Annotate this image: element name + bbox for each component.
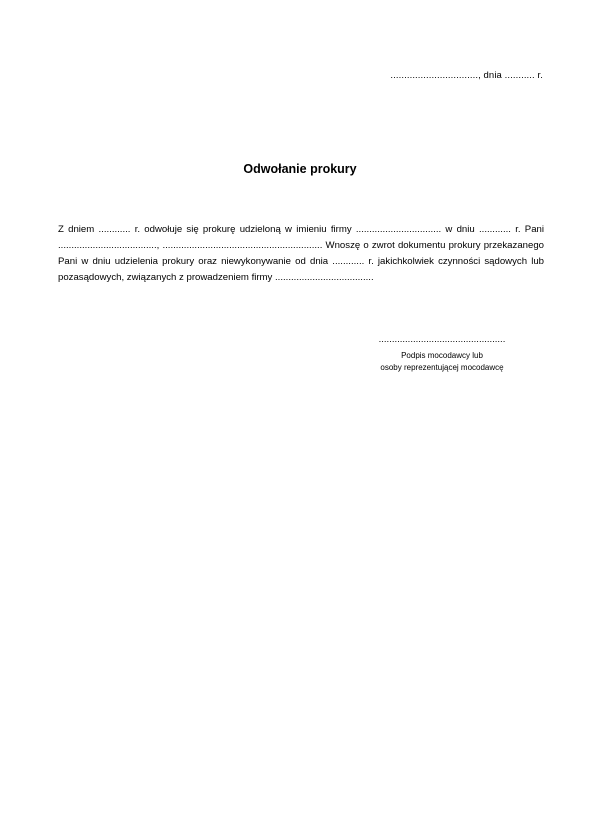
- body-paragraph-container: [58, 222, 544, 286]
- place-date-line: ................................, dnia ........... r.: [390, 70, 543, 81]
- signature-block: [364, 334, 520, 374]
- document-title: Odwołanie prokury: [243, 162, 357, 176]
- signature-caption-line-2: osoby reprezentującej mocodawcę: [380, 363, 504, 372]
- signature-caption: [364, 350, 520, 374]
- signature-line: ................................................: [378, 334, 506, 345]
- signature-caption-line-1: Podpis mocodawcy lub: [401, 351, 483, 360]
- body-paragraph: Z dniem ............ r. odwołuje się prokurę udzieloną w imieniu firmy ................................ w dniu ............ r. Pani ....................................., ............................................................ Wnoszę o zwrot dokumentu prokury przekazanego Pani w dniu udzielenia prokury oraz niewykonywanie od dnia ............ r. jakichkolwiek czynności sądowych lub pozasądowych, związanych z prowadzeniem firmy .....................................: [58, 224, 544, 283]
